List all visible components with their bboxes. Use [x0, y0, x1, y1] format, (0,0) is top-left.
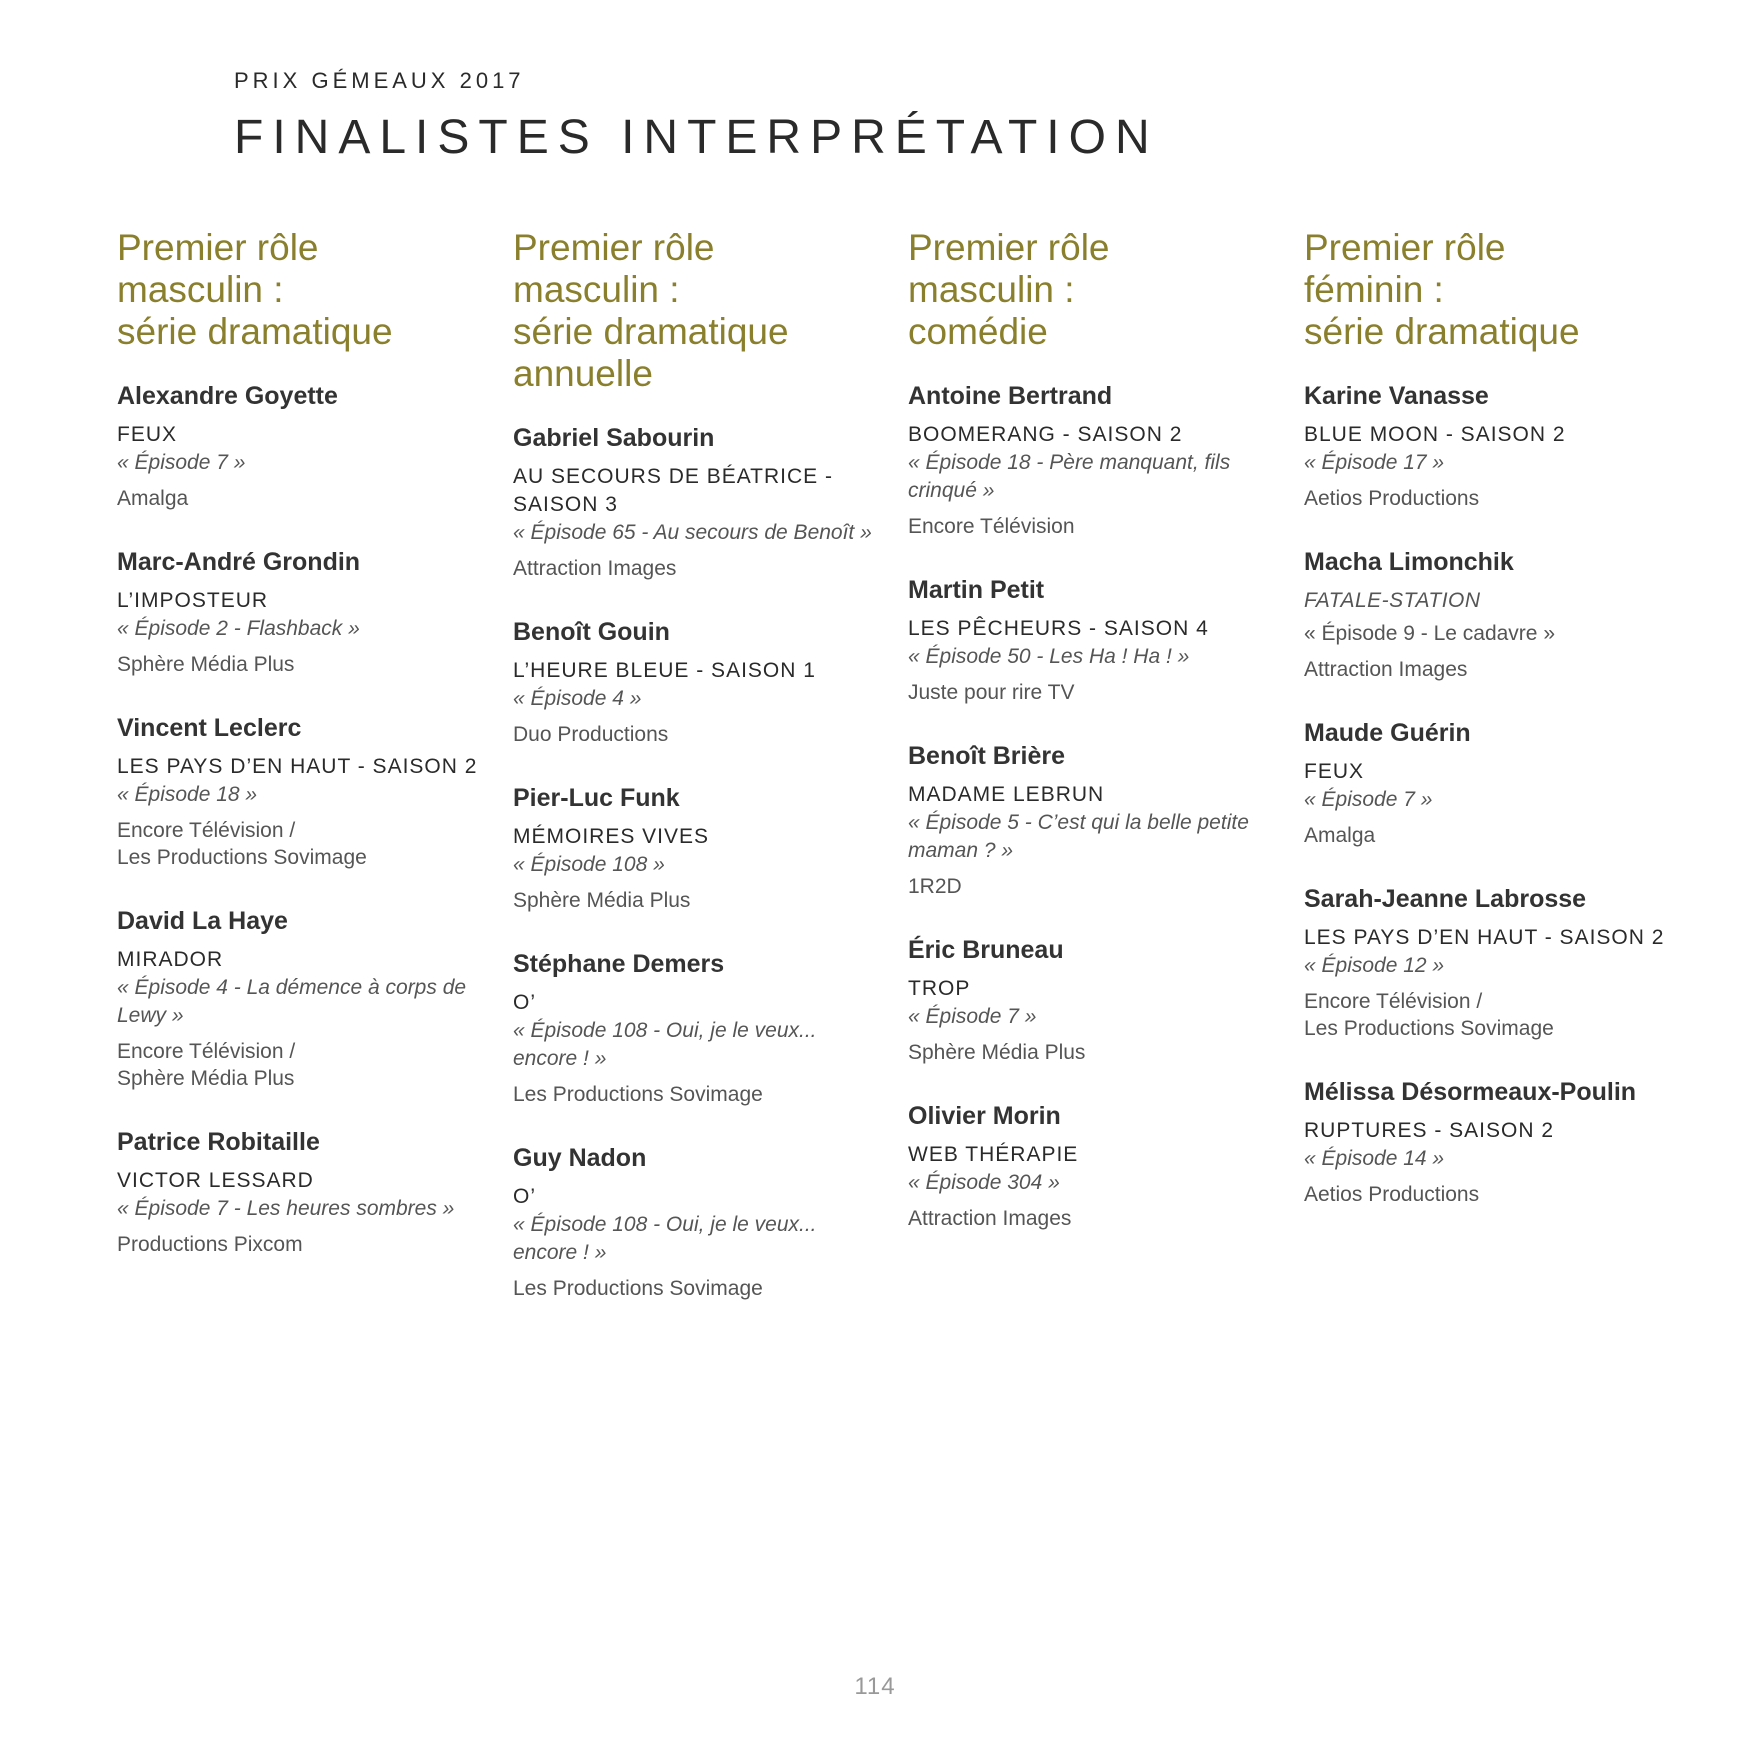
category-heading-line: comédie [908, 311, 1048, 352]
finalist-entry [513, 781, 883, 914]
actor-name: Gabriel Sabourin [513, 424, 715, 452]
production-company-line: Encore Télévision / [117, 819, 296, 842]
production-company-line: Attraction Images [1304, 658, 1468, 681]
production-company [908, 679, 1278, 706]
production-company-line: Les Productions Sovimage [1304, 1017, 1554, 1040]
actor-name: Vincent Leclerc [117, 714, 302, 742]
eyebrow: PRIX GÉMEAUX 2017 [234, 68, 525, 93]
show-title: BOOMERANG - SAISON 2 [908, 423, 1183, 446]
category-heading-line: féminin : [1304, 269, 1444, 310]
finalist-entry [117, 545, 487, 678]
show-title: L’IMPOSTEUR [117, 589, 269, 612]
production-company-line: Attraction Images [513, 557, 677, 580]
show-title: MÉMOIRES VIVES [513, 825, 710, 848]
show-title: FEUX [1304, 760, 1365, 783]
finalist-entry [117, 379, 487, 512]
production-company [908, 1039, 1278, 1066]
production-company-line: Les Productions Sovimage [513, 1083, 763, 1106]
episode-title: « Épisode 7 » [117, 451, 246, 474]
category-column [117, 227, 487, 1291]
category-column [513, 227, 883, 1335]
category-heading-line: Premier rôle [513, 227, 715, 268]
production-company-line: Juste pour rire TV [908, 681, 1075, 704]
production-company [908, 873, 1278, 900]
production-company [513, 1081, 883, 1108]
production-company [513, 1275, 883, 1302]
category-heading-line: masculin : [513, 269, 680, 310]
category-heading-line: masculin : [117, 269, 284, 310]
actor-name: Éric Bruneau [908, 936, 1064, 964]
production-company [117, 1231, 487, 1258]
actor-name: Mélissa Désormeaux-Poulin [1304, 1078, 1637, 1106]
production-company [1304, 656, 1674, 683]
finalist-entry [117, 904, 487, 1092]
actor-name: Pier-Luc Funk [513, 784, 680, 812]
production-company-line: Les Productions Sovimage [513, 1277, 763, 1300]
production-company [908, 513, 1278, 540]
actor-name: Benoît Brière [908, 742, 1065, 770]
show-title: BLUE MOON - SAISON 2 [1304, 423, 1566, 446]
show-title: FEUX [117, 423, 178, 446]
actor-name: Marc-André Grondin [117, 548, 361, 576]
production-company-line: Aetios Productions [1304, 1183, 1480, 1206]
episode-title: « Épisode 17 » [1304, 451, 1445, 474]
finalist-entry [117, 711, 487, 871]
production-company-line: Sphère Média Plus [117, 653, 295, 676]
production-company-line: Les Productions Sovimage [117, 846, 367, 869]
episode-title: « Épisode 18 - Père manquant, fils crinqué » [908, 451, 1231, 502]
finalist-entry [908, 1099, 1278, 1232]
production-company [117, 485, 487, 512]
show-title: WEB THÉRAPIE [908, 1143, 1079, 1166]
category-heading-line: série dramatique [513, 311, 789, 352]
show-title: RUPTURES - SAISON 2 [1304, 1119, 1555, 1142]
actor-name: Karine Vanasse [1304, 382, 1489, 410]
finalist-entry [1304, 1075, 1674, 1208]
finalists-columns [0, 227, 1750, 1527]
production-company [117, 1038, 487, 1092]
episode-title: « Épisode 108 - Oui, je le veux... encore ! » [513, 1019, 817, 1070]
episode-title: « Épisode 7 - Les heures sombres » [117, 1197, 455, 1220]
finalist-entry [908, 573, 1278, 706]
episode-title: « Épisode 2 - Flashback » [117, 617, 360, 640]
episode-title: « Épisode 108 - Oui, je le veux... encore ! » [513, 1213, 817, 1264]
category-heading-line: série dramatique [117, 311, 393, 352]
actor-name: Guy Nadon [513, 1144, 647, 1172]
show-title: TROP [908, 977, 971, 1000]
show-title: O’ [513, 991, 536, 1014]
show-title: LES PAYS D’EN HAUT - SAISON 2 [117, 755, 478, 778]
category-heading [908, 227, 1278, 353]
production-company-line: Amalga [117, 487, 189, 510]
show-title: LES PÊCHEURS - SAISON 4 [908, 617, 1209, 640]
finalist-entry [117, 1125, 487, 1258]
production-company-line: Encore Télévision [908, 515, 1075, 538]
production-company-line: Encore Télévision / [1304, 990, 1483, 1013]
production-company-line: Sphère Média Plus [117, 1067, 295, 1090]
episode-title: « Épisode 14 » [1304, 1147, 1445, 1170]
production-company-line: Encore Télévision / [117, 1040, 296, 1063]
page-header [234, 66, 1159, 166]
show-title: VICTOR LESSARD [117, 1169, 314, 1192]
episode-title: « Épisode 304 » [908, 1171, 1060, 1194]
actor-name: Stéphane Demers [513, 950, 725, 978]
actor-name: David La Haye [117, 907, 288, 935]
page-number: 114 [854, 1673, 896, 1700]
finalist-entry [1304, 379, 1674, 512]
production-company [1304, 485, 1674, 512]
actor-name: Alexandre Goyette [117, 382, 338, 410]
page-title: FINALISTES INTERPRÉTATION [234, 111, 1159, 164]
production-company-line: Productions Pixcom [117, 1233, 303, 1256]
episode-title: « Épisode 4 » [513, 687, 642, 710]
actor-name: Maude Guérin [1304, 719, 1471, 747]
show-title: LES PAYS D’EN HAUT - SAISON 2 [1304, 926, 1665, 949]
category-heading [1304, 227, 1674, 353]
finalist-entry [908, 379, 1278, 540]
finalist-entry [1304, 716, 1674, 849]
show-title: FATALE-STATION [1304, 589, 1481, 612]
show-title: MADAME LEBRUN [908, 783, 1105, 806]
actor-name: Olivier Morin [908, 1102, 1061, 1130]
production-company [1304, 1181, 1674, 1208]
episode-title: « Épisode 65 - Au secours de Benoît » [513, 521, 872, 544]
production-company-line: 1R2D [908, 875, 962, 898]
production-company-line: Sphère Média Plus [513, 889, 691, 912]
category-heading [513, 227, 883, 395]
finalist-entry [513, 615, 883, 748]
production-company-line: Attraction Images [908, 1207, 1072, 1230]
production-company [1304, 988, 1674, 1042]
production-company [513, 887, 883, 914]
production-company [1304, 822, 1674, 849]
finalist-entry [908, 933, 1278, 1066]
episode-title: « Épisode 7 » [908, 1005, 1037, 1028]
category-heading-line: Premier rôle [908, 227, 1110, 268]
actor-name: Benoît Gouin [513, 618, 670, 646]
actor-name: Martin Petit [908, 576, 1045, 604]
production-company [117, 651, 487, 678]
production-company [908, 1205, 1278, 1232]
production-company [513, 555, 883, 582]
finalist-entry [513, 947, 883, 1108]
actor-name: Patrice Robitaille [117, 1128, 320, 1156]
episode-title: « Épisode 18 » [117, 783, 258, 806]
episode-title: « Épisode 5 - C’est qui la belle petite maman ? » [908, 811, 1249, 862]
category-heading [117, 227, 487, 353]
category-heading-line: annuelle [513, 353, 653, 394]
finalist-entry [1304, 545, 1674, 683]
production-company-line: Sphère Média Plus [908, 1041, 1086, 1064]
actor-name: Sarah-Jeanne Labrosse [1304, 885, 1587, 913]
category-column [908, 227, 1278, 1265]
episode-title: « Épisode 12 » [1304, 954, 1445, 977]
actor-name: Antoine Bertrand [908, 382, 1113, 410]
production-company-line: Amalga [1304, 824, 1376, 847]
episode-title: « Épisode 50 - Les Ha ! Ha ! » [908, 645, 1190, 668]
category-heading-line: Premier rôle [117, 227, 319, 268]
episode-title: « Épisode 4 - La démence à corps de Lewy » [117, 976, 467, 1027]
finalist-entry [1304, 882, 1674, 1042]
episode-title: « Épisode 7 » [1304, 788, 1433, 811]
production-company-line: Duo Productions [513, 723, 669, 746]
production-company [513, 721, 883, 748]
category-column [1304, 227, 1674, 1241]
show-title: MIRADOR [117, 948, 224, 971]
finalist-entry [513, 1141, 883, 1302]
show-title: L’HEURE BLEUE - SAISON 1 [513, 659, 816, 682]
show-title: O’ [513, 1185, 536, 1208]
actor-name: Macha Limonchik [1304, 548, 1514, 576]
production-company [117, 817, 487, 871]
episode-title: « Épisode 108 » [513, 853, 665, 876]
finalist-entry [908, 739, 1278, 900]
category-heading-line: série dramatique [1304, 311, 1580, 352]
category-heading-line: masculin : [908, 269, 1075, 310]
show-title: AU SECOURS DE BÉATRICE - SAISON 3 [513, 465, 833, 516]
episode-title: « Épisode 9 - Le cadavre » [1304, 622, 1555, 645]
production-company-line: Aetios Productions [1304, 487, 1480, 510]
finalist-entry [513, 421, 883, 582]
category-heading-line: Premier rôle [1304, 227, 1506, 268]
